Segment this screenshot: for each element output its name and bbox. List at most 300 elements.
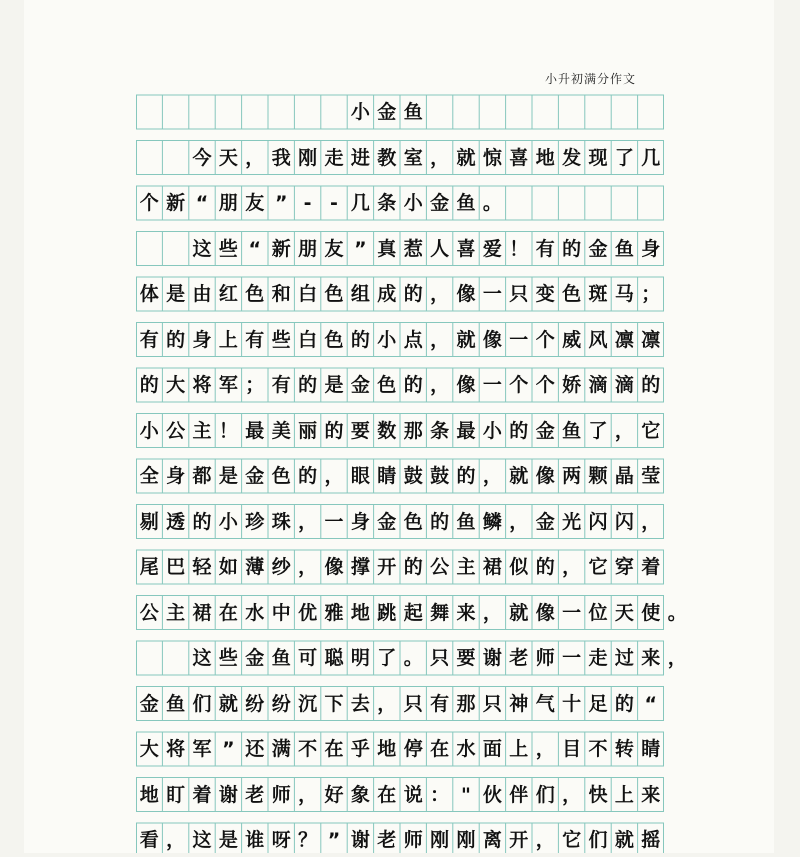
- grid-char: 主: [456, 556, 476, 578]
- grid-char: 们: [192, 692, 212, 715]
- grid-char: “: [248, 237, 262, 260]
- grid-char: 说: [403, 783, 423, 806]
- grid-char: 几: [350, 192, 370, 214]
- grid-char: ，: [298, 510, 318, 533]
- grid-char: ”: [327, 829, 341, 851]
- grid-char: 的: [403, 374, 423, 396]
- grid-char: 两: [562, 465, 582, 487]
- grid-char: 谢: [482, 647, 502, 669]
- grid-char: 一: [562, 647, 582, 669]
- grid-char: 睛: [641, 738, 661, 760]
- grid-char: 都: [192, 465, 212, 487]
- grid-char: 全: [139, 465, 159, 487]
- grid-char: 鱼: [614, 237, 634, 260]
- grid-char: ，: [166, 829, 186, 851]
- grid-char: 。: [667, 601, 687, 624]
- grid-char: 室: [403, 146, 423, 169]
- grid-char: 起: [403, 601, 423, 624]
- grid-char: 些: [218, 647, 238, 669]
- grid-char: 满: [271, 738, 291, 760]
- grid-char: 马: [614, 283, 634, 305]
- essay-line: [136, 823, 664, 857]
- grid-char: 谢: [218, 783, 238, 806]
- grid-char: 珍: [245, 510, 265, 533]
- grid-char: 的: [298, 465, 318, 487]
- grid-char: 公: [166, 419, 186, 442]
- grid-char: 金: [588, 237, 608, 260]
- grid-char: 可: [298, 647, 318, 669]
- grid-char: 一: [324, 510, 344, 533]
- grid-char: 有: [535, 237, 555, 260]
- grid-char: 就: [509, 465, 529, 487]
- grid-char: ，: [535, 738, 555, 760]
- grid-char: 一: [482, 283, 502, 305]
- grid-char: [162, 232, 188, 266]
- grid-char: 就: [614, 829, 634, 851]
- grid-char: 鱼: [403, 101, 423, 123]
- grid-char: 足: [588, 692, 608, 715]
- grid-char: 个: [139, 192, 159, 214]
- grid-char: 闪: [588, 510, 608, 533]
- grid-char: 军: [192, 738, 212, 760]
- grid-char: 珠: [271, 510, 291, 533]
- grid-char: 小: [377, 328, 397, 351]
- grid-char: 色: [377, 374, 397, 396]
- grid-char: [162, 141, 188, 175]
- essay-line: [136, 323, 664, 357]
- grid-char: 些: [218, 237, 238, 260]
- grid-char: 惹: [403, 237, 423, 260]
- grid-char: 伙: [482, 783, 502, 806]
- grid-char: 如: [218, 556, 238, 578]
- grid-char: 那: [403, 419, 423, 442]
- grid-char: 有: [271, 374, 291, 396]
- grid-char: 的: [535, 556, 555, 578]
- grid-char: 就: [456, 328, 476, 351]
- grid-char: ？: [298, 829, 318, 851]
- grid-char: 上: [614, 783, 634, 806]
- grid-char: 的: [430, 510, 450, 533]
- grid-char: 喜: [456, 237, 476, 260]
- grid-char: 是: [324, 374, 344, 396]
- grid-char: 有: [430, 692, 450, 715]
- grid-char: 穿: [614, 556, 634, 578]
- grid-char: 跳: [377, 601, 397, 624]
- grid-char: 个: [535, 374, 555, 396]
- grid-char: 友: [245, 192, 265, 214]
- grid-char: 大: [166, 374, 186, 396]
- grid-char: ，: [430, 328, 450, 351]
- grid-char: 呀: [271, 829, 291, 851]
- grid-char: 最: [245, 419, 265, 442]
- grid-char: 像: [482, 328, 502, 351]
- grid-char: 着: [641, 556, 661, 578]
- grid-char: 老: [509, 647, 529, 669]
- grid-char: 地: [535, 146, 555, 169]
- grid-char: “: [195, 192, 209, 214]
- grid-char: ，: [667, 647, 687, 669]
- grid-char: 白: [298, 328, 318, 351]
- grid-char: 地: [139, 783, 159, 806]
- grid-char: 谢: [350, 829, 370, 851]
- grid-char: 快: [588, 783, 608, 806]
- grid-char: 摇: [641, 829, 661, 851]
- grid-char: 地: [377, 738, 397, 760]
- grid-char: 今: [192, 146, 212, 169]
- grid-char: 个: [509, 374, 529, 396]
- grid-char: 红: [218, 283, 238, 305]
- grid-char: 鱼: [456, 510, 476, 533]
- grid-char: 条: [377, 192, 397, 214]
- essay-title-row: [136, 95, 664, 129]
- grid-char: -: [330, 192, 338, 214]
- grid-char: 沉: [298, 692, 318, 715]
- grid-char: 的: [614, 692, 634, 715]
- grid-char: 薄: [245, 556, 265, 578]
- grid-char: 发: [562, 146, 582, 169]
- grid-char: 。: [403, 647, 423, 669]
- header-label: 小升初满分作文: [544, 72, 636, 86]
- grid-char: 色: [324, 328, 344, 351]
- grid-char: 现: [588, 146, 608, 169]
- grid-char: 鱼: [562, 419, 582, 442]
- grid-char: 在: [324, 738, 344, 760]
- grid-char: 只: [509, 283, 529, 305]
- grid-char: 小: [218, 510, 238, 533]
- grid-char: ，: [298, 556, 318, 578]
- grid-char: 不: [588, 738, 608, 760]
- grid-char: 上: [218, 328, 238, 351]
- grid-char: 是: [166, 283, 186, 305]
- grid-char: 的: [192, 510, 212, 533]
- grid-char: 走: [588, 647, 608, 669]
- grid-char: 和: [271, 283, 291, 305]
- grid-char: [136, 141, 162, 175]
- grid-char: 它: [641, 419, 661, 442]
- grid-char: 的: [298, 374, 318, 396]
- grid-char: 目: [562, 738, 582, 760]
- grid-char: 有: [139, 328, 159, 351]
- grid-char: 风: [588, 328, 608, 351]
- grid-char: ！: [509, 237, 529, 260]
- grid-char: 像: [456, 374, 476, 396]
- grid-char: 只: [403, 692, 423, 715]
- grid-char: 像: [535, 465, 555, 487]
- grid-char: 纷: [271, 692, 291, 715]
- grid-char: 些: [271, 328, 291, 351]
- grid-char: ，: [430, 374, 450, 396]
- grid-char: 将: [166, 738, 186, 760]
- grid-char: 这: [192, 829, 212, 851]
- grid-char: ：: [430, 783, 450, 806]
- essay-line: [136, 232, 664, 266]
- grid-char: ，: [535, 829, 555, 851]
- grid-char: 似: [509, 556, 529, 578]
- grid-char: ”: [274, 192, 288, 214]
- essay-line: [136, 641, 687, 675]
- grid-char: 娇: [562, 374, 582, 396]
- grid-char: 色: [324, 283, 344, 305]
- grid-char: 身: [192, 328, 212, 351]
- grid-char: 的: [350, 328, 370, 351]
- grid-char: 喜: [509, 146, 529, 169]
- grid-char: 裙: [192, 601, 212, 624]
- grid-char: 看: [139, 829, 159, 851]
- essay-line: [136, 687, 664, 721]
- grid-char: 的: [166, 328, 186, 351]
- grid-char: 上: [509, 738, 529, 760]
- grid-char: 一: [509, 328, 529, 351]
- essay-line: [136, 778, 664, 812]
- grid-char: 这: [192, 647, 212, 669]
- grid-char: ，: [377, 692, 397, 715]
- grid-char: 一: [482, 374, 502, 396]
- grid-char: 师: [403, 829, 423, 851]
- grid-char: 就: [509, 601, 529, 624]
- grid-char: 金: [535, 510, 555, 533]
- grid-char: 莹: [641, 465, 661, 487]
- grid-char: 这: [192, 237, 212, 260]
- grid-char: 的: [641, 374, 661, 396]
- grid-char: 进: [350, 146, 370, 169]
- grid-char: 剔: [139, 510, 159, 533]
- grid-char: 中: [271, 601, 291, 624]
- manuscript-grid: [136, 94, 687, 853]
- grid-char: 老: [377, 829, 397, 851]
- grid-char: 眼: [350, 465, 370, 487]
- grid-char: 新: [166, 192, 186, 214]
- grid-char: 色: [562, 283, 582, 305]
- grid-char: 盯: [166, 783, 186, 806]
- grid-char: 的: [324, 419, 344, 442]
- grid-char: ！: [218, 419, 238, 442]
- grid-char: 我: [271, 146, 291, 169]
- grid-char: 雅: [324, 601, 344, 624]
- essay-line: [136, 505, 664, 539]
- grid-char: 刚: [456, 829, 476, 851]
- grid-char: 轻: [192, 556, 212, 578]
- grid-char: 要: [456, 647, 476, 669]
- grid-char: 将: [192, 374, 212, 396]
- grid-char: 刚: [430, 829, 450, 851]
- grid-char: 鱼: [166, 692, 186, 715]
- grid-char: 就: [456, 146, 476, 169]
- grid-char: 下: [324, 692, 344, 715]
- grid-char: ": [461, 783, 471, 806]
- grid-char: ，: [562, 783, 582, 806]
- grid-char: 乎: [350, 738, 370, 760]
- grid-char: ；: [641, 283, 661, 305]
- grid-char: 金: [430, 192, 450, 214]
- grid-char: 只: [430, 647, 450, 669]
- grid-char: 了: [588, 419, 608, 442]
- grid-char: 巴: [166, 556, 186, 578]
- grid-char: 师: [271, 783, 291, 806]
- grid-char: ，: [641, 510, 661, 533]
- grid-char: 停: [403, 738, 423, 760]
- grid-char: 开: [509, 829, 529, 851]
- grid-char: 人: [430, 237, 450, 260]
- grid-char: ”: [354, 237, 367, 260]
- essay-line: [136, 414, 664, 448]
- grid-char: 几: [641, 146, 661, 169]
- grid-char: 爱: [482, 237, 502, 260]
- grid-char: 军: [218, 374, 238, 396]
- grid-char: 色: [403, 510, 423, 533]
- grid-char: ，: [482, 601, 502, 624]
- grid-char: 身: [641, 237, 661, 260]
- grid-char: 金: [245, 647, 265, 669]
- grid-char: ，: [614, 419, 634, 442]
- grid-char: 象: [350, 783, 370, 806]
- essay-line: [136, 732, 664, 766]
- grid-char: 小: [139, 419, 159, 442]
- grid-char: 们: [535, 783, 555, 806]
- grid-char: 主: [192, 419, 212, 442]
- grid-char: 走: [324, 146, 344, 169]
- grid-char: 惊: [482, 146, 502, 169]
- grid-char: 还: [245, 738, 265, 760]
- essay-line: [136, 550, 664, 584]
- grid-char: 纱: [271, 556, 291, 578]
- grid-char: 变: [535, 283, 555, 305]
- grid-char: ，: [245, 146, 265, 169]
- grid-char: ，: [509, 510, 529, 533]
- grid-char: 来: [641, 783, 661, 806]
- grid-char: 师: [535, 647, 555, 669]
- grid-char: ，: [482, 465, 502, 487]
- grid-char: 鳞: [482, 510, 502, 533]
- grid-char: ”: [222, 738, 235, 760]
- grid-char: 由: [192, 283, 212, 305]
- grid-char: 个: [535, 328, 555, 351]
- grid-char: ，: [298, 783, 318, 806]
- grid-char: 了: [377, 647, 397, 669]
- grid-char: 在: [218, 601, 238, 624]
- grid-char: 体: [139, 283, 159, 305]
- grid-char: 的: [456, 465, 476, 487]
- grid-char: 位: [588, 601, 608, 624]
- grid-char: 金: [245, 465, 265, 487]
- grid-char: 主: [166, 601, 186, 624]
- grid-char: ，: [430, 146, 450, 169]
- grid-char: 一: [562, 601, 582, 624]
- grid-char: 地: [350, 601, 370, 624]
- grid-char: 明: [350, 647, 370, 669]
- grid-char: 的: [403, 283, 423, 305]
- grid-char: 小: [403, 192, 423, 214]
- grid-char: 凛: [641, 328, 661, 351]
- grid-char: 们: [588, 829, 608, 851]
- grid-char: 公: [430, 556, 450, 578]
- grid-char: 尾: [139, 556, 159, 578]
- grid-char: [162, 641, 188, 675]
- grid-char: 有: [245, 328, 265, 351]
- grid-char: 滴: [614, 374, 634, 396]
- grid-char: 来: [456, 601, 476, 624]
- grid-char: 神: [509, 692, 529, 715]
- grid-char: 十: [562, 692, 582, 715]
- grid-char: 着: [192, 783, 212, 806]
- grid-char: 不: [298, 738, 318, 760]
- grid-char: 色: [271, 465, 291, 487]
- grid-char: 的: [403, 556, 423, 578]
- essay-line: [136, 141, 664, 175]
- grid-char: 成: [377, 283, 397, 305]
- grid-char: ，: [430, 283, 450, 305]
- grid-char: -: [303, 192, 312, 214]
- grid-char: 刚: [298, 146, 318, 169]
- grid-char: 威: [562, 328, 582, 351]
- grid-char: 金: [139, 692, 159, 715]
- grid-char: 水: [456, 738, 476, 760]
- grid-char: 是: [218, 829, 238, 851]
- grid-char: [136, 641, 162, 675]
- grid-char: 朋: [298, 237, 318, 260]
- grid-char: 过: [614, 647, 634, 669]
- grid-char: 条: [430, 419, 450, 442]
- grid-char: 聪: [324, 647, 344, 669]
- grid-char: 。: [482, 192, 502, 214]
- grid-char: 在: [377, 783, 397, 806]
- grid-char: 身: [350, 510, 370, 533]
- grid-char: [136, 232, 162, 266]
- grid-char: 撑: [350, 556, 370, 578]
- grid-char: 点: [403, 328, 423, 351]
- grid-char: 朋: [218, 192, 238, 214]
- grid-char: 白: [298, 283, 318, 305]
- grid-char: 天: [614, 601, 634, 624]
- grid-char: 转: [614, 738, 634, 760]
- grid-char: 真: [377, 237, 397, 260]
- grid-char: 水: [245, 601, 265, 624]
- grid-char: 新: [271, 237, 291, 260]
- grid-char: 凛: [614, 328, 634, 351]
- grid-char: 透: [166, 510, 186, 533]
- grid-char: 就: [218, 692, 238, 715]
- grid-char: 金: [377, 510, 397, 533]
- grid-char: 好: [324, 783, 344, 806]
- grid-char: 它: [562, 829, 582, 851]
- grid-char: 像: [535, 601, 555, 624]
- grid-char: 的: [509, 419, 529, 442]
- grid-char: 身: [166, 465, 186, 487]
- grid-char: 金: [535, 419, 555, 442]
- grid-char: 小: [350, 101, 370, 123]
- grid-char: 数: [377, 419, 397, 442]
- grid-char: 像: [456, 283, 476, 305]
- grid-char: 去: [350, 692, 370, 715]
- grid-char: 公: [139, 601, 159, 624]
- grid-char: 睛: [377, 465, 397, 487]
- grid-char: 鼓: [403, 465, 423, 487]
- grid-char: 晶: [614, 465, 634, 487]
- grid-char: 谁: [245, 829, 265, 851]
- grid-char: 优: [298, 601, 318, 624]
- grid-char: 气: [535, 692, 555, 715]
- grid-char: 纷: [245, 692, 265, 715]
- grid-char: 滴: [588, 374, 608, 396]
- grid-char: 鱼: [456, 192, 476, 214]
- grid-char: 在: [430, 738, 450, 760]
- grid-char: 是: [218, 465, 238, 487]
- essay-line: [136, 368, 664, 402]
- grid-char: 丽: [298, 419, 318, 442]
- grid-char: 舞: [430, 601, 450, 624]
- grid-char: 伴: [509, 783, 529, 806]
- essay-line: [136, 277, 664, 311]
- grid-char: 只: [482, 692, 502, 715]
